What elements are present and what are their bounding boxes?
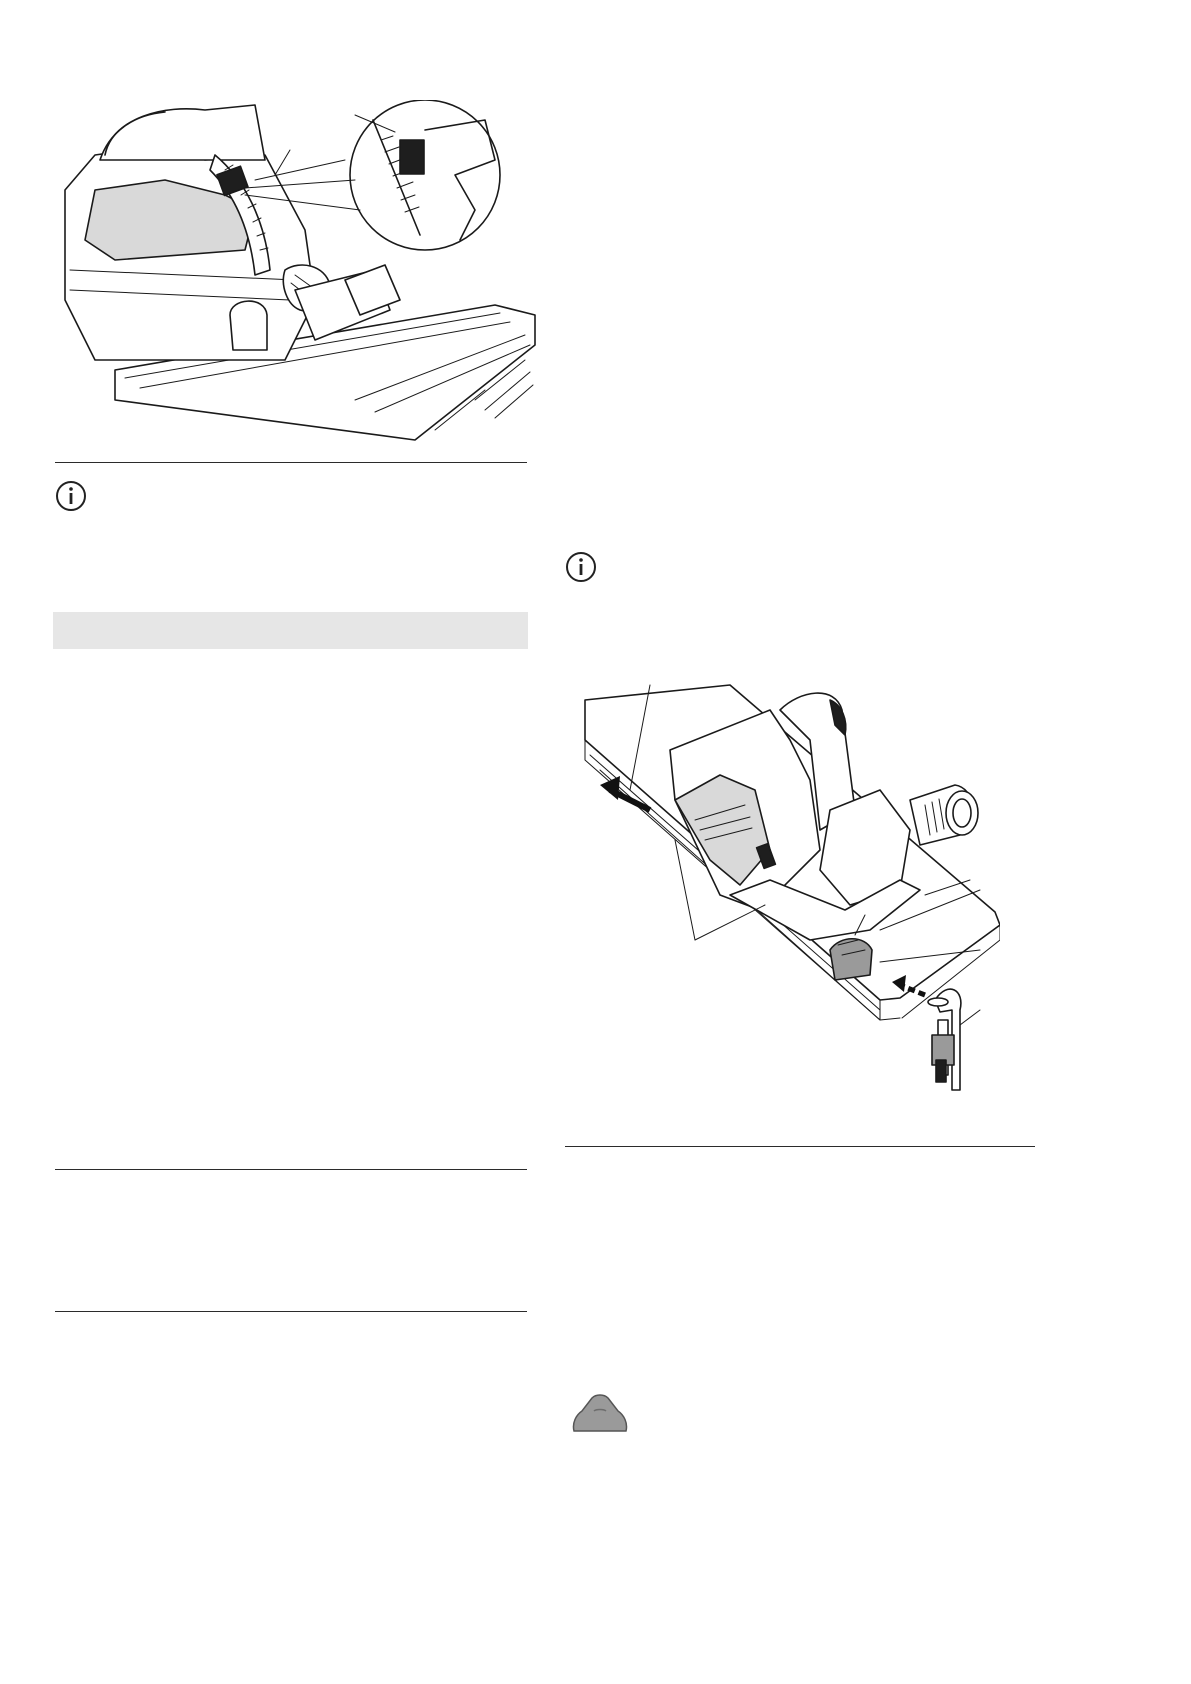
section-divider <box>55 462 527 463</box>
section-divider <box>55 1169 527 1170</box>
guide-rail-clamp-drawing <box>580 680 1000 1110</box>
bevel-scale-drawing <box>55 100 555 445</box>
info-icon <box>565 551 597 583</box>
guide-stop-icon <box>570 1393 630 1435</box>
info-icon <box>55 480 87 512</box>
section-heading-band <box>53 612 528 649</box>
section-divider <box>55 1311 527 1312</box>
guide-rail-clamp-figure <box>580 680 1000 1110</box>
section-divider <box>565 1146 1035 1147</box>
bevel-scale-figure <box>55 100 555 445</box>
